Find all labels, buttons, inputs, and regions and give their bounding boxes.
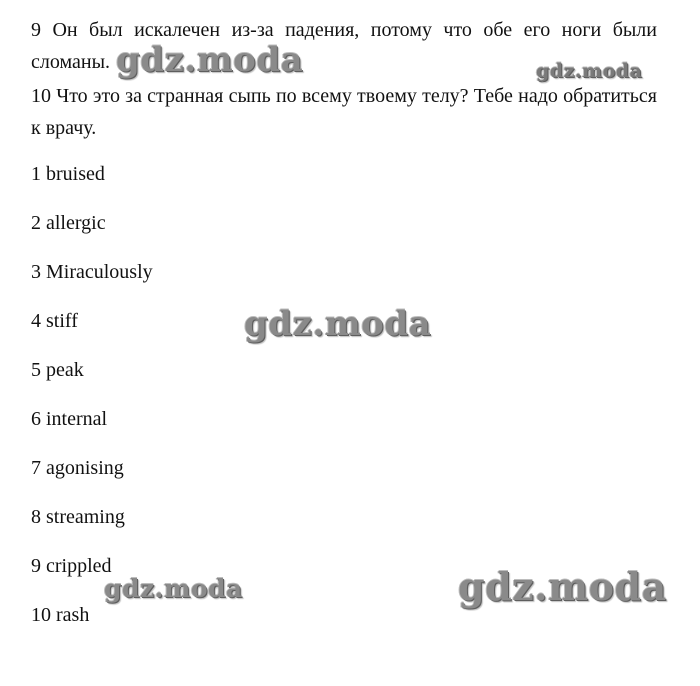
answer-10: 10 rash [31, 604, 90, 626]
answer-8: 8 streaming [31, 506, 125, 528]
answer-1: 1 bruised [31, 163, 105, 185]
watermark-logo: gdz.moda [104, 574, 243, 603]
answer-5: 5 peak [31, 359, 84, 381]
watermark-logo: gdz.moda [244, 304, 432, 344]
watermark-logo: gdz.moda [116, 40, 304, 80]
answer-3: 3 Miraculously [31, 261, 153, 283]
translation-9: 9 Он был искалечен из-за падения, потому что обе его ноги были сломаны. [31, 19, 657, 73]
answer-4: 4 stiff [31, 310, 78, 332]
answer-9: 9 crippled [31, 555, 112, 577]
answer-7: 7 agonising [31, 457, 124, 479]
answer-6: 6 internal [31, 408, 108, 430]
watermark-logo: gdz.moda [458, 564, 667, 609]
answer-2: 2 allergic [31, 212, 106, 234]
watermark-logo: gdz.moda [536, 60, 643, 82]
translation-10: 10 Что это за странная сыпь по всему твоему телу? Тебе надо обратиться к врачу. [31, 85, 657, 139]
